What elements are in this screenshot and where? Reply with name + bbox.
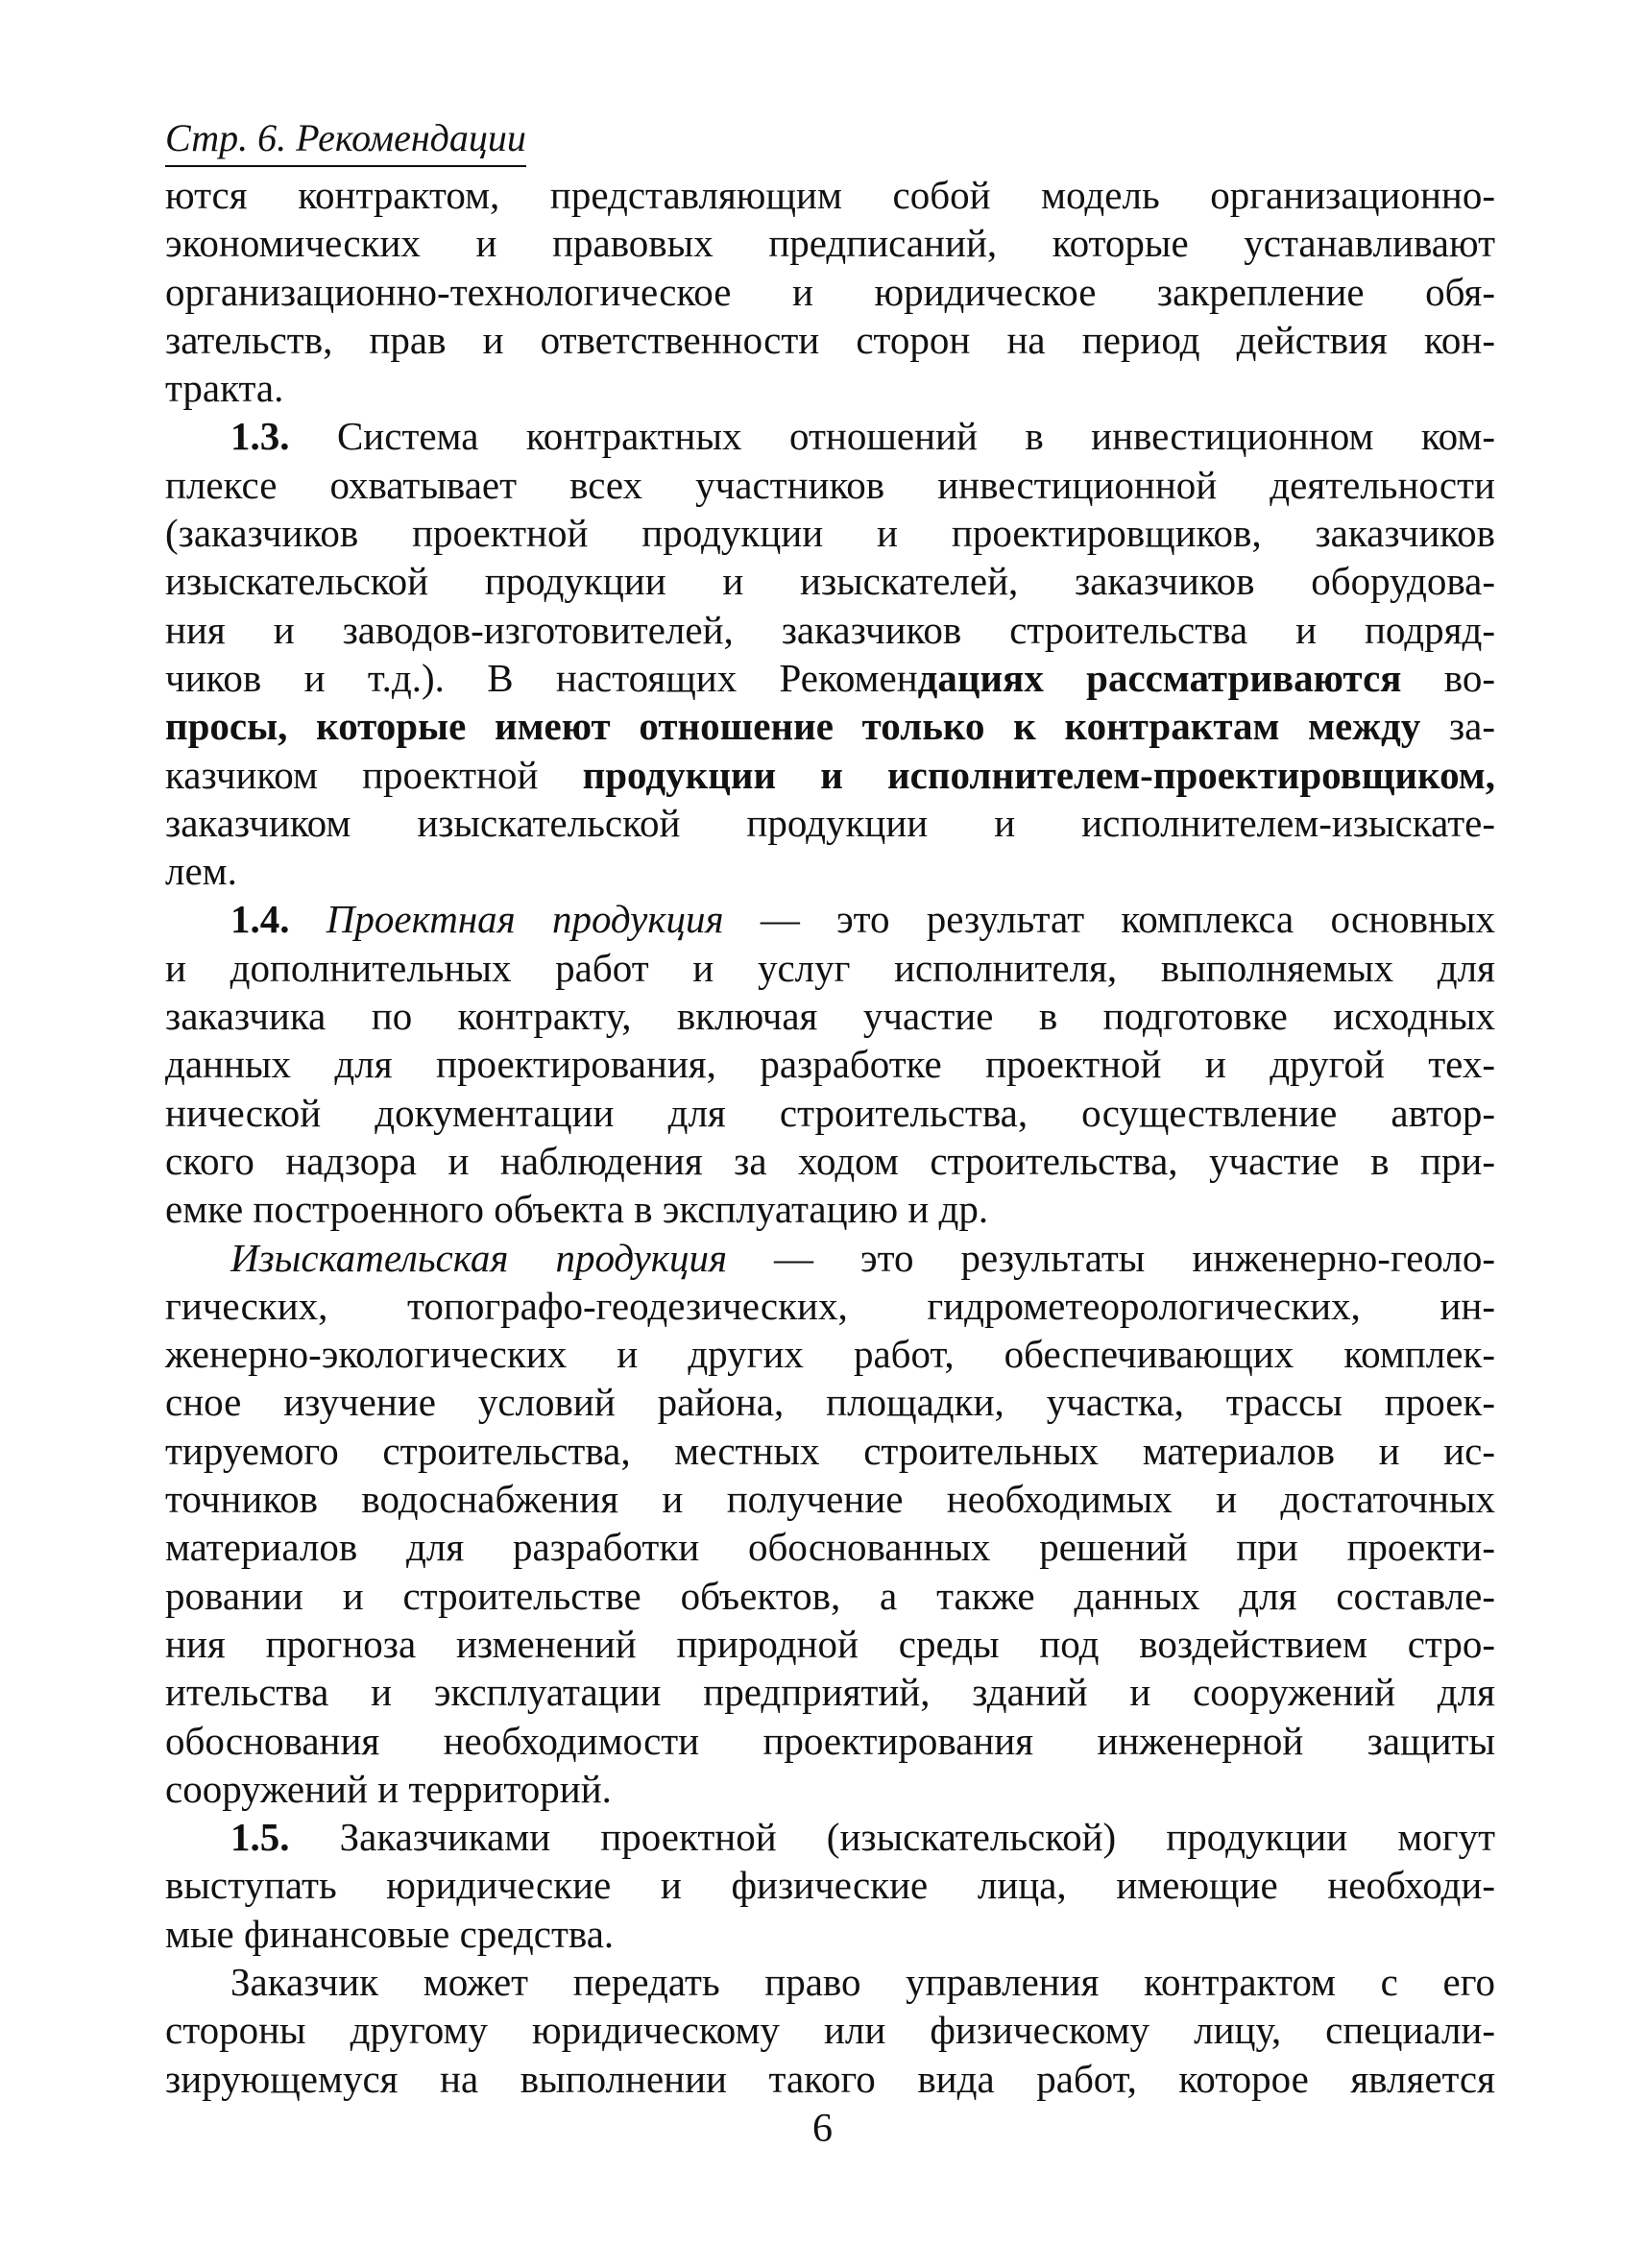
text-run: — это результаты инженерно-геоло-	[727, 1235, 1495, 1280]
text-run: за-	[1420, 704, 1495, 749]
section-number: 1.3.	[230, 414, 290, 459]
paragraph-customer	[165, 1958, 1495, 2103]
paragraph-1-5	[165, 1813, 1495, 1958]
paragraph-1-4	[165, 895, 1495, 1233]
section-number: 1.4.	[230, 897, 290, 942]
text-line: сное изучение условий района, площадки, участка, трассы проек-	[165, 1380, 1495, 1425]
text-line: емке построенного объекта в эксплуатацию и др.	[165, 1187, 989, 1232]
text-line: ительства и эксплуатации предприятий, зданий и сооружений для	[165, 1670, 1495, 1715]
text-run: — это результат комплекса основных	[723, 897, 1496, 942]
text-line: ются контрактом, представляющим собой модель организационно-	[165, 173, 1495, 217]
text-line: выступать юридические и физические лица, имеющие необходи-	[165, 1863, 1495, 1908]
text-run: Система контрактных отношений в инвестиционном ком-	[289, 414, 1495, 459]
page-number: 6	[812, 2107, 833, 2151]
text-line: лем.	[165, 849, 237, 894]
text-line: ния и заводов-изготовителей, заказчиков строительства и подряд-	[165, 607, 1495, 652]
text-line: нической документации для строительства, осуществление автор-	[165, 1090, 1495, 1135]
text-line: зирующемуся на выполнении такого вида работ, которое является	[165, 2056, 1495, 2101]
text-line: плексе охватывает всех участников инвестиционной деятельности	[165, 462, 1495, 507]
text-line	[230, 895, 1495, 943]
bold-run: продукции и исполнителем-проектировщиком,	[582, 752, 1495, 797]
text-line: женерно-экологических и других работ, обеспечивающих комплек-	[165, 1332, 1495, 1377]
running-head: Стр. 6. Рекомендации	[165, 113, 526, 167]
text-run: чиков и т.д.). В настоящих Рекомен	[165, 655, 918, 700]
text-line: обоснования необходимости проектирования инженерной защиты	[165, 1718, 1495, 1763]
document-page	[165, 113, 1495, 2103]
paragraph-1-3	[165, 412, 1495, 895]
term-italic: Проектная продукция	[326, 897, 724, 942]
bold-run: дациях рассматриваются	[917, 655, 1402, 700]
text-line: ского надзора и наблюдения за ходом строительства, участие в при-	[165, 1138, 1495, 1183]
text-line	[230, 1234, 1495, 1282]
text-line	[165, 702, 1495, 750]
text-line: тируемого строительства, местных строительных материалов и ис-	[165, 1428, 1495, 1473]
text-line: ния прогноза изменений природной среды под воздействием стро-	[165, 1621, 1495, 1666]
text-line: данных для проектирования, разработке проектной и другой тех-	[165, 1042, 1495, 1087]
text-line: точников водоснабжения и получение необходимых и достаточных	[165, 1477, 1495, 1522]
text-line: сооружений и территорий.	[165, 1766, 612, 1811]
text-line: тракта.	[165, 366, 284, 411]
text-line: гических, топографо-геодезических, гидрометеорологических, ин-	[165, 1283, 1495, 1328]
text-line: ровании и строительстве объектов, а также данных для составле-	[165, 1573, 1495, 1618]
text-line	[230, 1813, 1495, 1861]
text-line: заказчика по контракту, включая участие в подготовке исходных	[165, 994, 1495, 1039]
text-line: и дополнительных работ и услуг исполнителя, выполняемых для	[165, 945, 1495, 990]
text-line: зательств, прав и ответственности сторон на период действия кон-	[165, 317, 1495, 362]
text-line: стороны другому юридическому или физическому лицу, специали-	[165, 2008, 1495, 2053]
text-line: изыскательской продукции и изыскателей, заказчиков оборудова-	[165, 559, 1495, 604]
section-number: 1.5.	[230, 1815, 290, 1860]
text-line: мые финансовые средства.	[165, 1911, 615, 1956]
text-run: во-	[1401, 655, 1496, 700]
term-italic: Изыскательская продукция	[230, 1235, 728, 1280]
text-line: Заказчик может передать право управления контрактом с его	[230, 1959, 1495, 2004]
body-text	[165, 171, 1495, 2103]
bold-run: просы, которые имеют отношение только к контрактам между	[165, 704, 1421, 749]
text-line: организационно-технологическое и юридическое закрепление обя-	[165, 269, 1495, 314]
text-run: Заказчиками проектной (изыскательской) продукции могут	[289, 1815, 1495, 1860]
text-line	[165, 751, 1495, 799]
text-line: материалов для разработки обоснованных решений при проекти-	[165, 1525, 1495, 1570]
text-line: экономических и правовых предписаний, которые устанавливают	[165, 221, 1495, 266]
text-line: заказчиком изыскательской продукции и исполнителем-изыскате-	[165, 800, 1495, 845]
paragraph-continuation	[165, 171, 1495, 412]
text-line	[165, 654, 1495, 702]
text-line: (заказчиков проектной продукции и проектировщиков, заказчиков	[165, 511, 1495, 556]
text-run: казчиком проектной	[165, 752, 583, 797]
text-line	[230, 412, 1495, 460]
paragraph-1-4-survey	[165, 1234, 1495, 1814]
